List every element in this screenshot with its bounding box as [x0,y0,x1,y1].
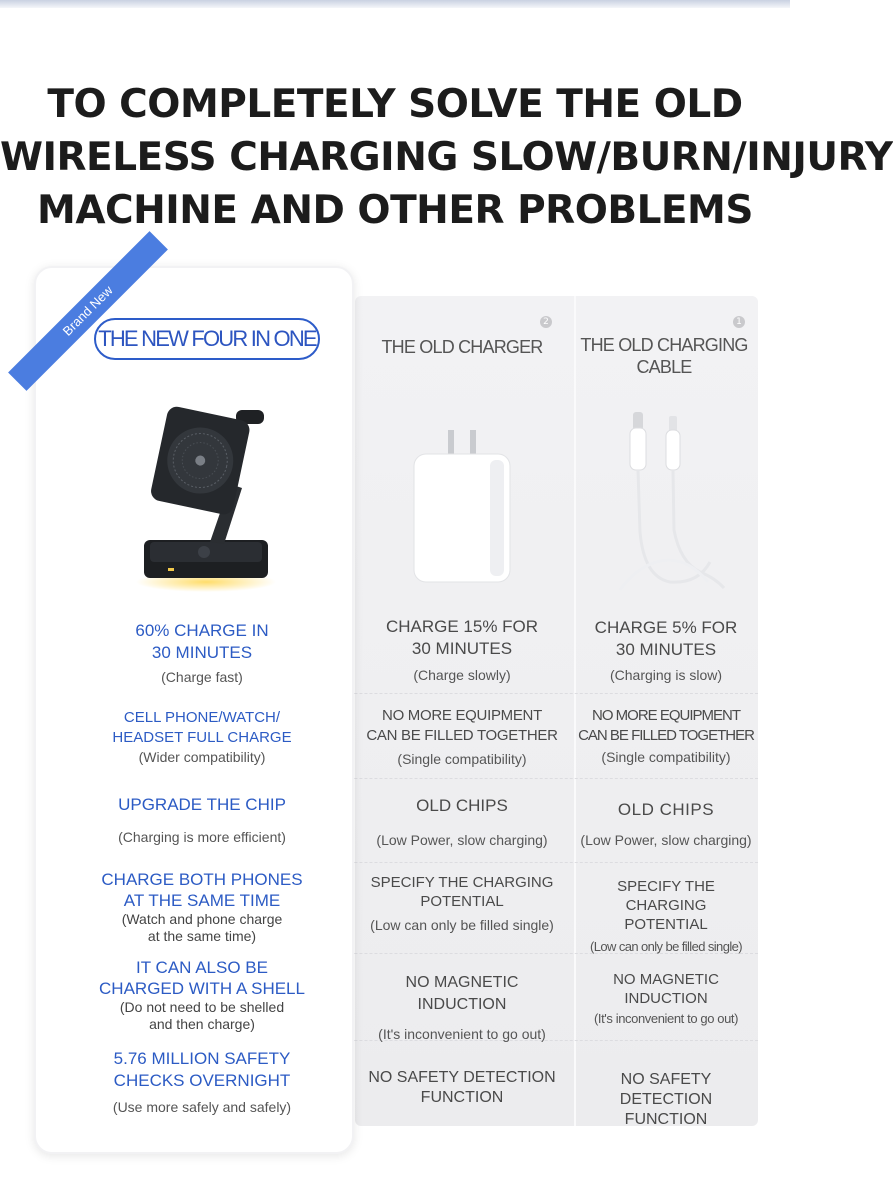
row-5-new-cell [60,957,344,1033]
top-bar [0,0,790,8]
row-4-new-main-1: CHARGE BOTH PHONES [101,870,303,889]
old-cable-title-line-1: THE OLD CHARGING [580,335,748,355]
row-6-new-main-2: CHECKS OVERNIGHT [113,1071,291,1090]
brand-new-ribbon: Brand New [8,231,168,391]
old-cable-header [578,334,750,378]
row-6-new-sub: (Use more safely and safely) [112,1099,292,1115]
row-6-cable-main-2: FUNCTION [624,1111,708,1128]
row-6-new-cell [60,1048,344,1116]
row-4-cable-main-2: POTENTIAL [624,916,708,933]
old-charger-title: THE OLD CHARGER [381,337,543,357]
row-2-charger-main-2: CAN BE FILLED TOGETHER [366,727,558,744]
row-1-new-sub: (Charge fast) [161,669,243,685]
row-2-cable-cell [578,706,754,766]
row-4-charger-main-2: POTENTIAL [420,893,504,910]
row-1-charger-main-2: 30 MINUTES [411,639,513,658]
row-4-new-sub-2: at the same time) [147,928,257,944]
row-6-charger-cell [360,1068,564,1108]
row-2-charger-main-1: NO MORE EQUIPMENT [382,707,542,724]
row-6-charger-main-2: FUNCTION [420,1089,504,1106]
badge-2: 2 [540,316,552,328]
headline-line-2: WIRELESS CHARGING SLOW/BURN/INJURY [0,135,893,180]
row-1-new-main-2: 30 MINUTES [151,643,253,662]
row-2-charger-cell [360,706,564,768]
headline-line-3: MACHINE AND OTHER PROBLEMS [37,188,753,233]
row-1-cable-sub: (Charging is slow) [609,667,723,683]
four-in-one-charger-image [136,392,276,592]
row-1-charger-main-1: CHARGE 15% FOR [385,617,539,636]
row-1-charger-cell [360,616,564,684]
row-3-charger-cell [360,795,564,849]
row-4-cable-sub: (Low can only be filled single) [590,939,742,954]
row-2-new-sub: (Wider compatibility) [138,749,266,765]
row-3-new-main-1: UPGRADE THE CHIP [118,795,286,814]
charging-cable-image [600,412,730,592]
row-2-new-main-2: HEADSET FULL CHARGE [112,729,292,746]
row-5-new-sub-2: and then charge) [149,1016,255,1032]
row-4-new-sub-1: (Watch and phone charge [121,911,283,927]
badge-1: 1 [733,316,745,328]
new-product-title: THE NEW FOUR IN ONE [94,318,320,360]
row-6-new-main-1: 5.76 MILLION SAFETY [113,1049,291,1068]
row-4-charger-cell [360,873,564,934]
row-5-new-main-1: IT CAN ALSO BE [136,958,268,977]
row-1-cable-main-2: 30 MINUTES [615,640,717,659]
row-3-charger-main-1: OLD CHIPS [416,796,508,815]
row-2-charger-sub: (Single compatibility) [397,751,527,767]
row-1-new-main-1: 60% CHARGE IN [135,621,269,640]
row-3-cable-sub: (Low Power, slow charging) [580,832,752,848]
wall-charger-image [408,430,518,590]
row-4-cable-cell [576,877,756,956]
row-1-cable-main-1: CHARGE 5% FOR [594,618,738,637]
row-5-cable-cell [576,970,756,1028]
row-6-cable-main-1: NO SAFETY DETECTION [619,1071,713,1108]
row-1-charger-sub: (Charge slowly) [413,667,511,683]
row-5-cable-main-2: INDUCTION [624,990,708,1007]
row-3-cable-cell [576,799,756,849]
row-3-new-cell [60,794,344,846]
row-2-cable-main-1: NO MORE EQUIPMENT [591,707,740,724]
row-3-cable-main-1: OLD CHIPS [617,800,715,819]
row-1-new-cell [60,620,344,686]
row-4-charger-sub: (Low can only be filled single) [370,917,554,933]
row-2-new-main-1: CELL PHONE/WATCH/ [123,709,281,726]
headline [0,78,893,237]
row-6-charger-main-1: NO SAFETY DETECTION [368,1069,556,1086]
row-5-cable-sub: (It's inconvenient to go out) [593,1011,739,1026]
row-5-new-main-2: CHARGED WITH A SHELL [99,979,305,998]
row-4-new-cell [60,869,344,945]
row-4-new-main-2: AT THE SAME TIME [123,891,281,910]
row-5-cable-main-1: NO MAGNETIC [613,971,719,988]
row-2-new-cell [60,708,344,766]
row-2-cable-sub: (Single compatibility) [601,749,731,765]
row-3-charger-sub: (Low Power, slow charging) [376,832,548,848]
old-charger-header [360,336,564,358]
row-5-charger-cell [360,972,564,1043]
headline-line-1: TO COMPLETELY SOLVE THE OLD [47,82,743,127]
row-4-cable-main-1: SPECIFY THE CHARGING [617,878,715,914]
row-3-new-sub: (Charging is more efficient) [118,829,286,845]
row-5-new-sub-1: (Do not need to be shelled [119,999,285,1015]
row-5-charger-sub: (It's inconvenient to go out) [378,1026,546,1042]
row-1-cable-cell [578,617,754,684]
row-6-cable-cell [576,1070,756,1130]
row-2-cable-main-2: CAN BE FILLED TOGETHER [578,727,754,744]
old-cable-title-line-2: CABLE [636,357,692,377]
row-4-charger-main-1: SPECIFY THE CHARGING [370,874,554,891]
row-5-charger-main-1: NO MAGNETIC INDUCTION [405,974,519,1013]
